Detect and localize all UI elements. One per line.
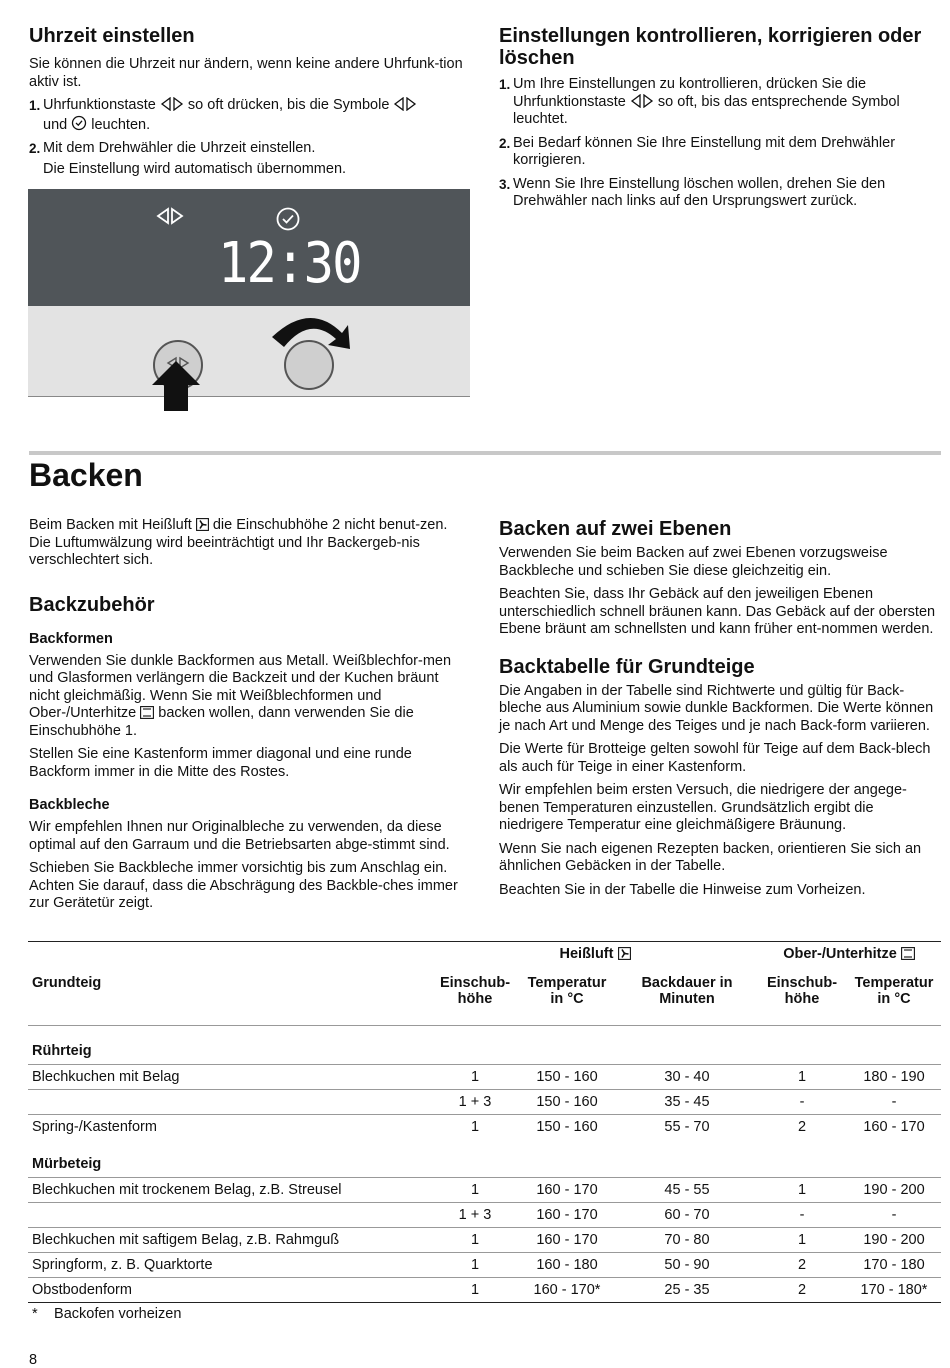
table-cell: 1: [470, 1281, 480, 1298]
backtabelle: [28, 941, 941, 1322]
table-cell: [28, 1203, 433, 1228]
table-cell: 170 - 180: [847, 1253, 941, 1278]
einstellungen-title: Einstellungen kontrollieren, korrigieren oder löschen: [499, 25, 922, 69]
table-cell: 150 - 160: [536, 1118, 598, 1135]
table-cell: 1: [470, 1118, 480, 1135]
backtabelle-table: [28, 941, 941, 1303]
backbleche-p1: Wir empfehlen Ihnen nur Originalbleche zu verwenden, da diese optimal auf den Garraum und die Betriebsarten abge-stimmt sind.: [29, 819, 450, 853]
rotate-arrow-icon: [270, 309, 350, 360]
backtabelle-p4: Wenn Sie nach eigenen Rezepten backen, orientieren Sie sich an ähnlichen Gebäcken in der Tabelle.: [499, 840, 922, 874]
col-backdauer: Backdauer in Minuten: [641, 975, 733, 1007]
table-cell: 1: [757, 1065, 847, 1090]
table-cell: 150 - 160: [517, 1090, 617, 1115]
clock-function-icon: [160, 97, 184, 111]
einstellungen-section: [499, 25, 939, 211]
oven-control-strip: [28, 306, 470, 396]
table-cell: 1: [433, 1065, 517, 1090]
table-section-row: [28, 1139, 941, 1178]
table-row: [28, 1115, 941, 1140]
backtabelle-p2: Die Werte für Brotteige gelten sowohl für Teige auf dem Back-blech als auch für Teige in einer Kastenform.: [499, 741, 931, 775]
zwei-ebenen-p1: Verwenden Sie beim Backen auf zwei Ebenen vorzugsweise Backbleche und schieben Sie diese gleichzeitig ein.: [499, 545, 888, 579]
table-section-label: Mürbeteig: [32, 1156, 102, 1172]
table-cell: 160 - 170: [863, 1118, 925, 1135]
table-row: [28, 1228, 941, 1253]
table-cell: 1 + 3: [433, 1090, 517, 1115]
table-cell: 160 - 170: [517, 1178, 617, 1203]
uhrzeit-intro: Sie können die Uhrzeit nur ändern, wenn keine andere Uhrfunk-tion aktiv ist.: [29, 56, 463, 90]
table-group-header-row: [28, 942, 941, 967]
backen-left-column: [29, 517, 469, 913]
backformen-title: Backformen: [29, 630, 113, 647]
backtabelle-p1: Die Angaben in der Tabelle sind Richtwerte und gültig für Back-bleche aus Aluminium sowie dunkle Backformen. Die Werte können je nach Art und Menge des Teiges und je nach Back-form variieren.: [499, 682, 934, 734]
top-bottom-heat-icon: [140, 706, 154, 719]
backtabelle-p5: Beachten Sie in der Tabelle die Hinweise zum Vorheizen.: [499, 881, 866, 898]
table-footnote: * Backofen vorheizen: [32, 1306, 182, 1322]
backbleche-p2: Schieben Sie Backbleche immer vorsichtig bis zum Anschlag ein. Achten Sie darauf, dass die Abschrägung des Backble-ches immer zur Gerätetür zeigt.: [29, 860, 458, 911]
table-cell: 150 - 160: [517, 1065, 617, 1090]
table-cell: Blechkuchen mit saftigem Belag, z.B. Rahmguß: [28, 1228, 433, 1253]
table-row: [28, 1253, 941, 1278]
zwei-ebenen-p2: Beachten Sie, dass Ihr Gebäck auf den jeweiligen Ebenen unterschiedlich schnell bräunen kann. Das Gebäck auf der obersten Ebene bräunt am schnellsten und kann früher ent-nommen werden.: [499, 586, 936, 637]
uhrzeit-step-1: 1. Uhrfunktionstaste so oft drücken, bis die Symbole und leuchten.: [29, 97, 474, 134]
table-cell: 2: [797, 1118, 807, 1135]
table-cell: [28, 1090, 433, 1115]
col-einschub-oberunter: Einschub- höhe: [766, 975, 838, 1007]
backtabelle-title: Backtabelle für Grundteige: [499, 655, 755, 678]
table-cell: 170 - 180*: [860, 1281, 928, 1298]
table-cell: 1: [433, 1253, 517, 1278]
table-cell: Blechkuchen mit Belag: [28, 1065, 433, 1090]
table-row: [28, 1203, 941, 1228]
zwei-ebenen-title: Backen auf zwei Ebenen: [499, 518, 732, 540]
uhrzeit-title: Uhrzeit einstellen: [29, 25, 195, 47]
col-grundteig: Grundteig: [32, 975, 102, 991]
press-arrow-icon: [148, 355, 204, 416]
table-column-header-row: [28, 966, 941, 1026]
table-cell: Obstbodenform: [32, 1281, 132, 1298]
backen-intro: Beim Backen mit Heißluft die Einschubhöhe 2 nicht benut-zen. Die Luftumwälzung wird beeinträchtigt und Ihr Backergeb-nis verschlechtert sich.: [29, 517, 448, 568]
table-cell: 190 - 200: [847, 1178, 941, 1203]
top-bottom-heat-icon: [901, 947, 915, 960]
table-cell: -: [847, 1203, 941, 1228]
convection-fan-icon: [196, 518, 209, 531]
oven-control-panel-illustration: [28, 189, 470, 397]
table-row: [28, 1278, 941, 1303]
uhrzeit-step-2: 2. Mit dem Drehwähler die Uhrzeit einstellen. Die Einstellung wird automatisch übernommen.: [29, 140, 347, 177]
table-cell: 25 - 35: [664, 1281, 710, 1298]
table-cell: 1: [433, 1228, 517, 1253]
backen-title: Backen: [29, 457, 143, 493]
backformen-p1: Verwenden Sie dunkle Backformen aus Metall. Weißblechfor-men und Glasformen verlängern die Backzeit und der Kuchen bräunt nicht gleichmäßig. Wenn Sie mit Weißblechformen und Ober-/Unterhitze backen wollen, dann verwenden Sie die Einschubhöhe 1.: [29, 652, 452, 739]
table-cell: 30 - 40: [617, 1065, 757, 1090]
uhrzeit-section: [29, 25, 474, 178]
table-cell: 160 - 170*: [533, 1281, 601, 1298]
table-cell: 70 - 80: [617, 1228, 757, 1253]
clock-function-icon: [630, 94, 654, 108]
table-cell: 55 - 70: [664, 1118, 710, 1135]
heissluft-group-header: Heißluft: [433, 942, 757, 967]
clock-function-icon: [155, 207, 185, 230]
oven-display: [28, 189, 470, 306]
table-cell: 1 + 3: [433, 1203, 517, 1228]
einstellungen-step-3: 3. Wenn Sie Ihre Einstellung löschen wollen, drehen Sie den Drehwähler nach links auf den Ursprungswert zurück.: [499, 175, 886, 209]
table-cell: 45 - 55: [617, 1178, 757, 1203]
display-time: 12:30: [218, 231, 361, 296]
table-row: [28, 1090, 941, 1115]
table-cell: 160 - 180: [517, 1253, 617, 1278]
table-section-row: [28, 1026, 941, 1065]
table-cell: 2: [757, 1253, 847, 1278]
einstellungen-step-2: 2. Bei Bedarf können Sie Ihre Einstellung mit dem Drehwähler korrigieren.: [499, 134, 896, 168]
section-divider: [29, 451, 941, 455]
table-cell: 180 - 190: [847, 1065, 941, 1090]
table-cell: Blechkuchen mit trockenem Belag, z.B. Streusel: [28, 1178, 433, 1203]
table-section-label: Rührteig: [32, 1043, 92, 1059]
table-body: [28, 1026, 941, 1303]
table-row: [28, 1065, 941, 1090]
table-cell: 1: [433, 1178, 517, 1203]
col-temp-oberunter: Temperatur in °C: [854, 975, 934, 1007]
table-cell: 50 - 90: [617, 1253, 757, 1278]
page-number: 8: [29, 1352, 38, 1368]
table-cell: Spring-/Kastenform: [32, 1118, 157, 1135]
backzubehoer-title: Backzubehör: [29, 593, 155, 616]
table-row: [28, 1178, 941, 1203]
oberunter-group-header: Ober-/Unterhitze: [757, 942, 941, 967]
backbleche-title: Backbleche: [29, 797, 110, 813]
table-cell: 160 - 170: [517, 1228, 617, 1253]
table-cell: 35 - 45: [617, 1090, 757, 1115]
backen-right-column: [499, 518, 941, 899]
convection-fan-icon: [618, 947, 631, 960]
clock-icon: [71, 115, 87, 131]
table-cell: 2: [797, 1281, 807, 1298]
table-cell: -: [757, 1090, 847, 1115]
backtabelle-p3: Wir empfehlen beim ersten Versuch, die niedrigere der angege-benen Temperaturen einzustellen. Grundsätzlich ergibt die niedrigere Temperatur eine gleichmäßigere Bräunung.: [499, 782, 907, 833]
einstellungen-step-1: 1. Um Ihre Einstellungen zu kontrollieren, drücken Sie die Uhrfunktionstaste so oft, bis das entsprechende Symbol leuchtet.: [499, 76, 900, 127]
table-cell: Springform, z. B. Quarktorte: [28, 1253, 433, 1278]
clock-function-icon: [393, 97, 417, 111]
table-cell: 190 - 200: [847, 1228, 941, 1253]
col-temp-heissluft: Temperatur in °C: [527, 975, 607, 1007]
table-cell: 1: [757, 1178, 847, 1203]
col-einschub-heissluft: Einschub- höhe: [439, 975, 511, 1007]
table-cell: 160 - 170: [517, 1203, 617, 1228]
table-cell: -: [847, 1090, 941, 1115]
table-cell: 1: [757, 1228, 847, 1253]
table-cell: 60 - 70: [617, 1203, 757, 1228]
table-cell: -: [757, 1203, 847, 1228]
backformen-p2: Stellen Sie eine Kastenform immer diagonal und eine runde Backform immer in die Mitte des Rostes.: [29, 746, 412, 780]
